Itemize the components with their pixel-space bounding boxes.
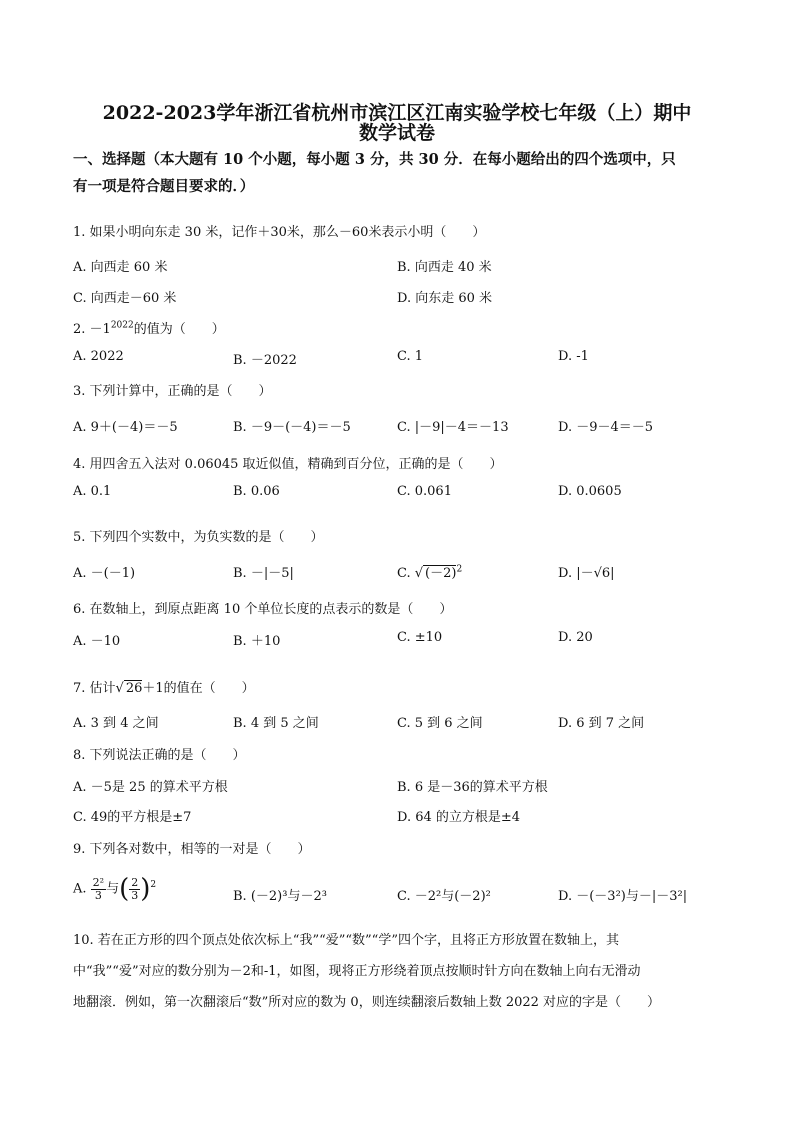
question-6: 6. 在数轴上，到原点距离 10 个单位长度的点表示的数是（ ）: [73, 602, 453, 617]
question-8: 8. 下列说法正确的是（ ）: [73, 748, 246, 763]
q5-option-c: C. √ $(-2)^2$: [397, 564, 463, 581]
q8-option-d: D. 64 的立方根是±4: [397, 810, 521, 825]
q6-option-a: A. －10: [73, 634, 121, 649]
q4-option-c: C. 0.061: [397, 484, 452, 499]
section-heading: 一、选择题（本大题有 10 个小题，每小题 3 分，共 30 分．在每小题给出的四个选项中，只 有一项是符合题目要求的．）: [73, 151, 676, 195]
q7-option-c: C. 5 到 6 之间: [397, 716, 483, 731]
q5-option-b: B. －|－5|: [233, 566, 294, 581]
q7-option-b: B. 4 到 5 之间: [233, 716, 319, 731]
question-4: 4. 用四舍五入法对 0.06045 取近似值，精确到百分位，正确的是（ ）: [73, 457, 503, 472]
q6-option-c: C. ±10: [397, 630, 443, 645]
q8-option-c: C. 49的平方根是±7: [73, 810, 192, 825]
q4-option-b: B. 0.06: [233, 484, 280, 499]
q1-option-c: C. 向西走－60 米: [73, 291, 177, 306]
q3-option-b: B. －9－(－4)＝－5: [233, 420, 351, 435]
q8-option-a: A. －5是 25 的算术平方根: [73, 780, 228, 795]
question-2: 2. $-1^{2022}$的值为（ ）: [73, 320, 225, 337]
q7-option-d: D. 6 到 7 之间: [558, 716, 645, 731]
q4-option-d: D. 0.0605: [558, 484, 622, 499]
q8-option-b: B. 6 是－36的算术平方根: [397, 780, 548, 795]
q3-option-a: A. 9＋(－4)＝－5: [73, 420, 178, 435]
q2-option-a: A. 2022: [73, 349, 124, 364]
question-9: 9. 下列各对数中，相等的一对是（ ）: [73, 842, 311, 857]
q2-option-d: D. -1: [558, 349, 589, 364]
q1-option-d: D. 向东走 60 米: [397, 291, 493, 306]
q2-option-c: C. 1: [397, 349, 424, 364]
q1-option-a: A. 向西走 60 米: [73, 260, 168, 275]
question-5: 5. 下列四个实数中，为负实数的是（ ）: [73, 530, 324, 545]
q2-option-b: B. －2022: [233, 353, 297, 368]
q6-option-b: B. ＋10: [233, 634, 281, 649]
q9-option-b: B. (－2)³与－2³: [233, 889, 327, 904]
q3-option-c: C. |－9|－4＝－13: [397, 420, 509, 435]
q4-option-a: A. 0.1: [73, 484, 112, 499]
question-3: 3. 下列计算中，正确的是（ ）: [73, 384, 272, 399]
question-10: 10. 若在正方形的四个顶点处依次标上“我”“爱”“数”“学”四个字，且将正方形放置在数轴上，其 中“我”“爱”对应的数分别为－2和-1，如图，现将正方形绕着顶点按顺时针方向在数轴上向右无滑动 地翻滚．例如，第一次翻滚后“数”所对应的数为 0，则连续翻滚后数轴上数 2022 对应的字是（ ）: [73, 933, 661, 1010]
q9-option-a: A. $\frac{\text{2²}}{3}$ 与( $\frac{2}{3}$ )$^2$: [73, 874, 157, 904]
question-7: 7. 估计√ 26＋1的值在（ ）: [73, 681, 255, 696]
question-1: 1. 如果小明向东走 30 米，记作＋30米，那么－60米表示小明（ ）: [73, 225, 486, 240]
q7-option-a: A. 3 到 4 之间: [73, 716, 159, 731]
q9-option-c: C. －2²与(－2)²: [397, 889, 491, 904]
q5-option-a: A. －(－1): [73, 566, 136, 581]
exam-title-line1: 2022-2023学年浙江省杭州市滨江区江南实验学校七年级（上）期中: [102, 102, 692, 124]
q9-option-d: D. －(－3²)与－|－3²|: [558, 889, 688, 904]
q1-option-b: B. 向西走 40 米: [397, 260, 492, 275]
q3-option-d: D. －9－4＝－5: [558, 420, 654, 435]
exam-subtitle: 数学试卷: [358, 122, 435, 144]
q5-option-d: D. |－√6|: [558, 566, 615, 581]
q6-option-d: D. 20: [558, 630, 593, 645]
